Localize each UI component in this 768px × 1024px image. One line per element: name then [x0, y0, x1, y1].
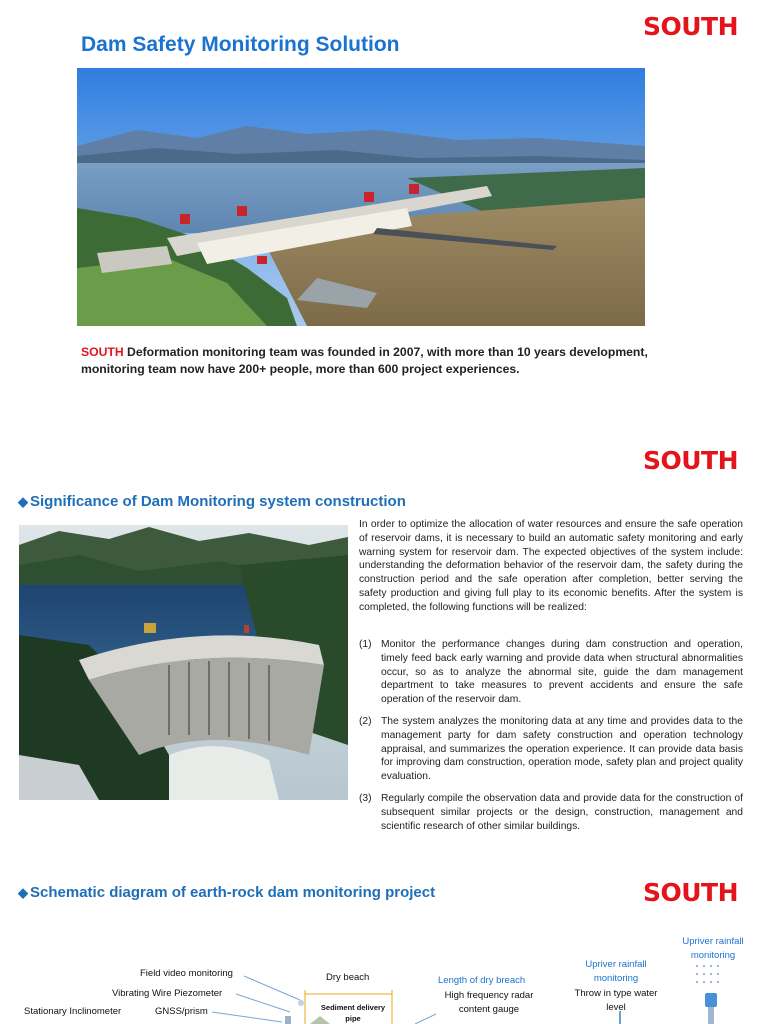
label-dry-beach: Dry beach: [326, 972, 370, 983]
label-upriver-rainfall: Upriver rainfall monitoring: [585, 959, 647, 984]
arch-dam-photo: [19, 525, 348, 800]
label-upriver-rainfall-2: Upriver rainfall monitoring: [682, 936, 744, 961]
list-item: (2) The system analyzes the monitoring data at any time and provides data to the management party for dam safety construction and operation technology appraisal, and summarizes the operation experience. It can provide data basis for improving dam construction, operation mode, safety plan and project quality evaluation.: [359, 716, 743, 783]
label-throw-in-water-level: Throw in type water level: [574, 988, 658, 1013]
south-logo: SOUTH: [643, 446, 739, 475]
list-item: (1) Monitor the performance changes during dam construction and operation, timely feed back early warning and provide data when structural abnormalities occur, so as to analyze the abnormal site, guide the dam management department to take measures to prevent accidents and ensure the safe operation of the reservoir dam.: [359, 639, 743, 706]
intro-paragraph: In order to optimize the allocation of water resources and ensure the safe operation of reservoir dams, it is necessary to build an automatic safety monitoring and early warning system for reservoir dam. The expected objectives of the system include: understanding the deformation behavior of the reservoir dam, the safety during the construction period and the safe operation after completion, better serving the safety production and giving full play to its economic benefits. After the system is completed, the following functions will be realized:: [359, 519, 743, 613]
diamond-bullet-icon: ◆: [18, 494, 28, 509]
rain-gauge-icon: [705, 993, 717, 1024]
label-gnss-prism: GNSS/prism: [155, 1006, 208, 1017]
page-title: Dam Safety Monitoring Solution: [81, 33, 400, 56]
diamond-bullet-icon: ◆: [18, 885, 28, 900]
slide-1: [0, 0, 768, 420]
section-title: ◆ Schematic diagram of earth-rock dam monitoring project: [18, 884, 436, 901]
label-radar-gauge: High frequency radar content gauge: [444, 990, 534, 1015]
south-logo: SOUTH: [643, 12, 739, 41]
label-vw-piezometer: Vibrating Wire Piezometer: [112, 988, 223, 999]
label-field-video: Field video monitoring: [140, 968, 233, 979]
list-item: (3) Regularly compile the observation data and provide data for the construction of subsequent similar projects or the design, construction, management and scientific research of other similar buildings.: [359, 793, 743, 832]
label-sediment-pipe: Sediment delivery pipe: [320, 1003, 386, 1023]
three-gorges-dam-photo: [77, 68, 645, 326]
slide-3: [0, 866, 768, 1024]
label-stationary-inclinometer: Stationary Inclinometer: [24, 1006, 122, 1017]
label-length-dry-breach: Length of dry breach: [438, 975, 526, 986]
intro-text: SOUTH Deformation monitoring team was founded in 2007, with more than 10 years development, monitoring team now have 200+ people, more than 600 project experiences.: [81, 345, 648, 376]
slide-2: [0, 430, 768, 860]
section-title: ◆ Significance of Dam Monitoring system construction: [18, 493, 406, 510]
south-logo: SOUTH: [643, 878, 739, 907]
